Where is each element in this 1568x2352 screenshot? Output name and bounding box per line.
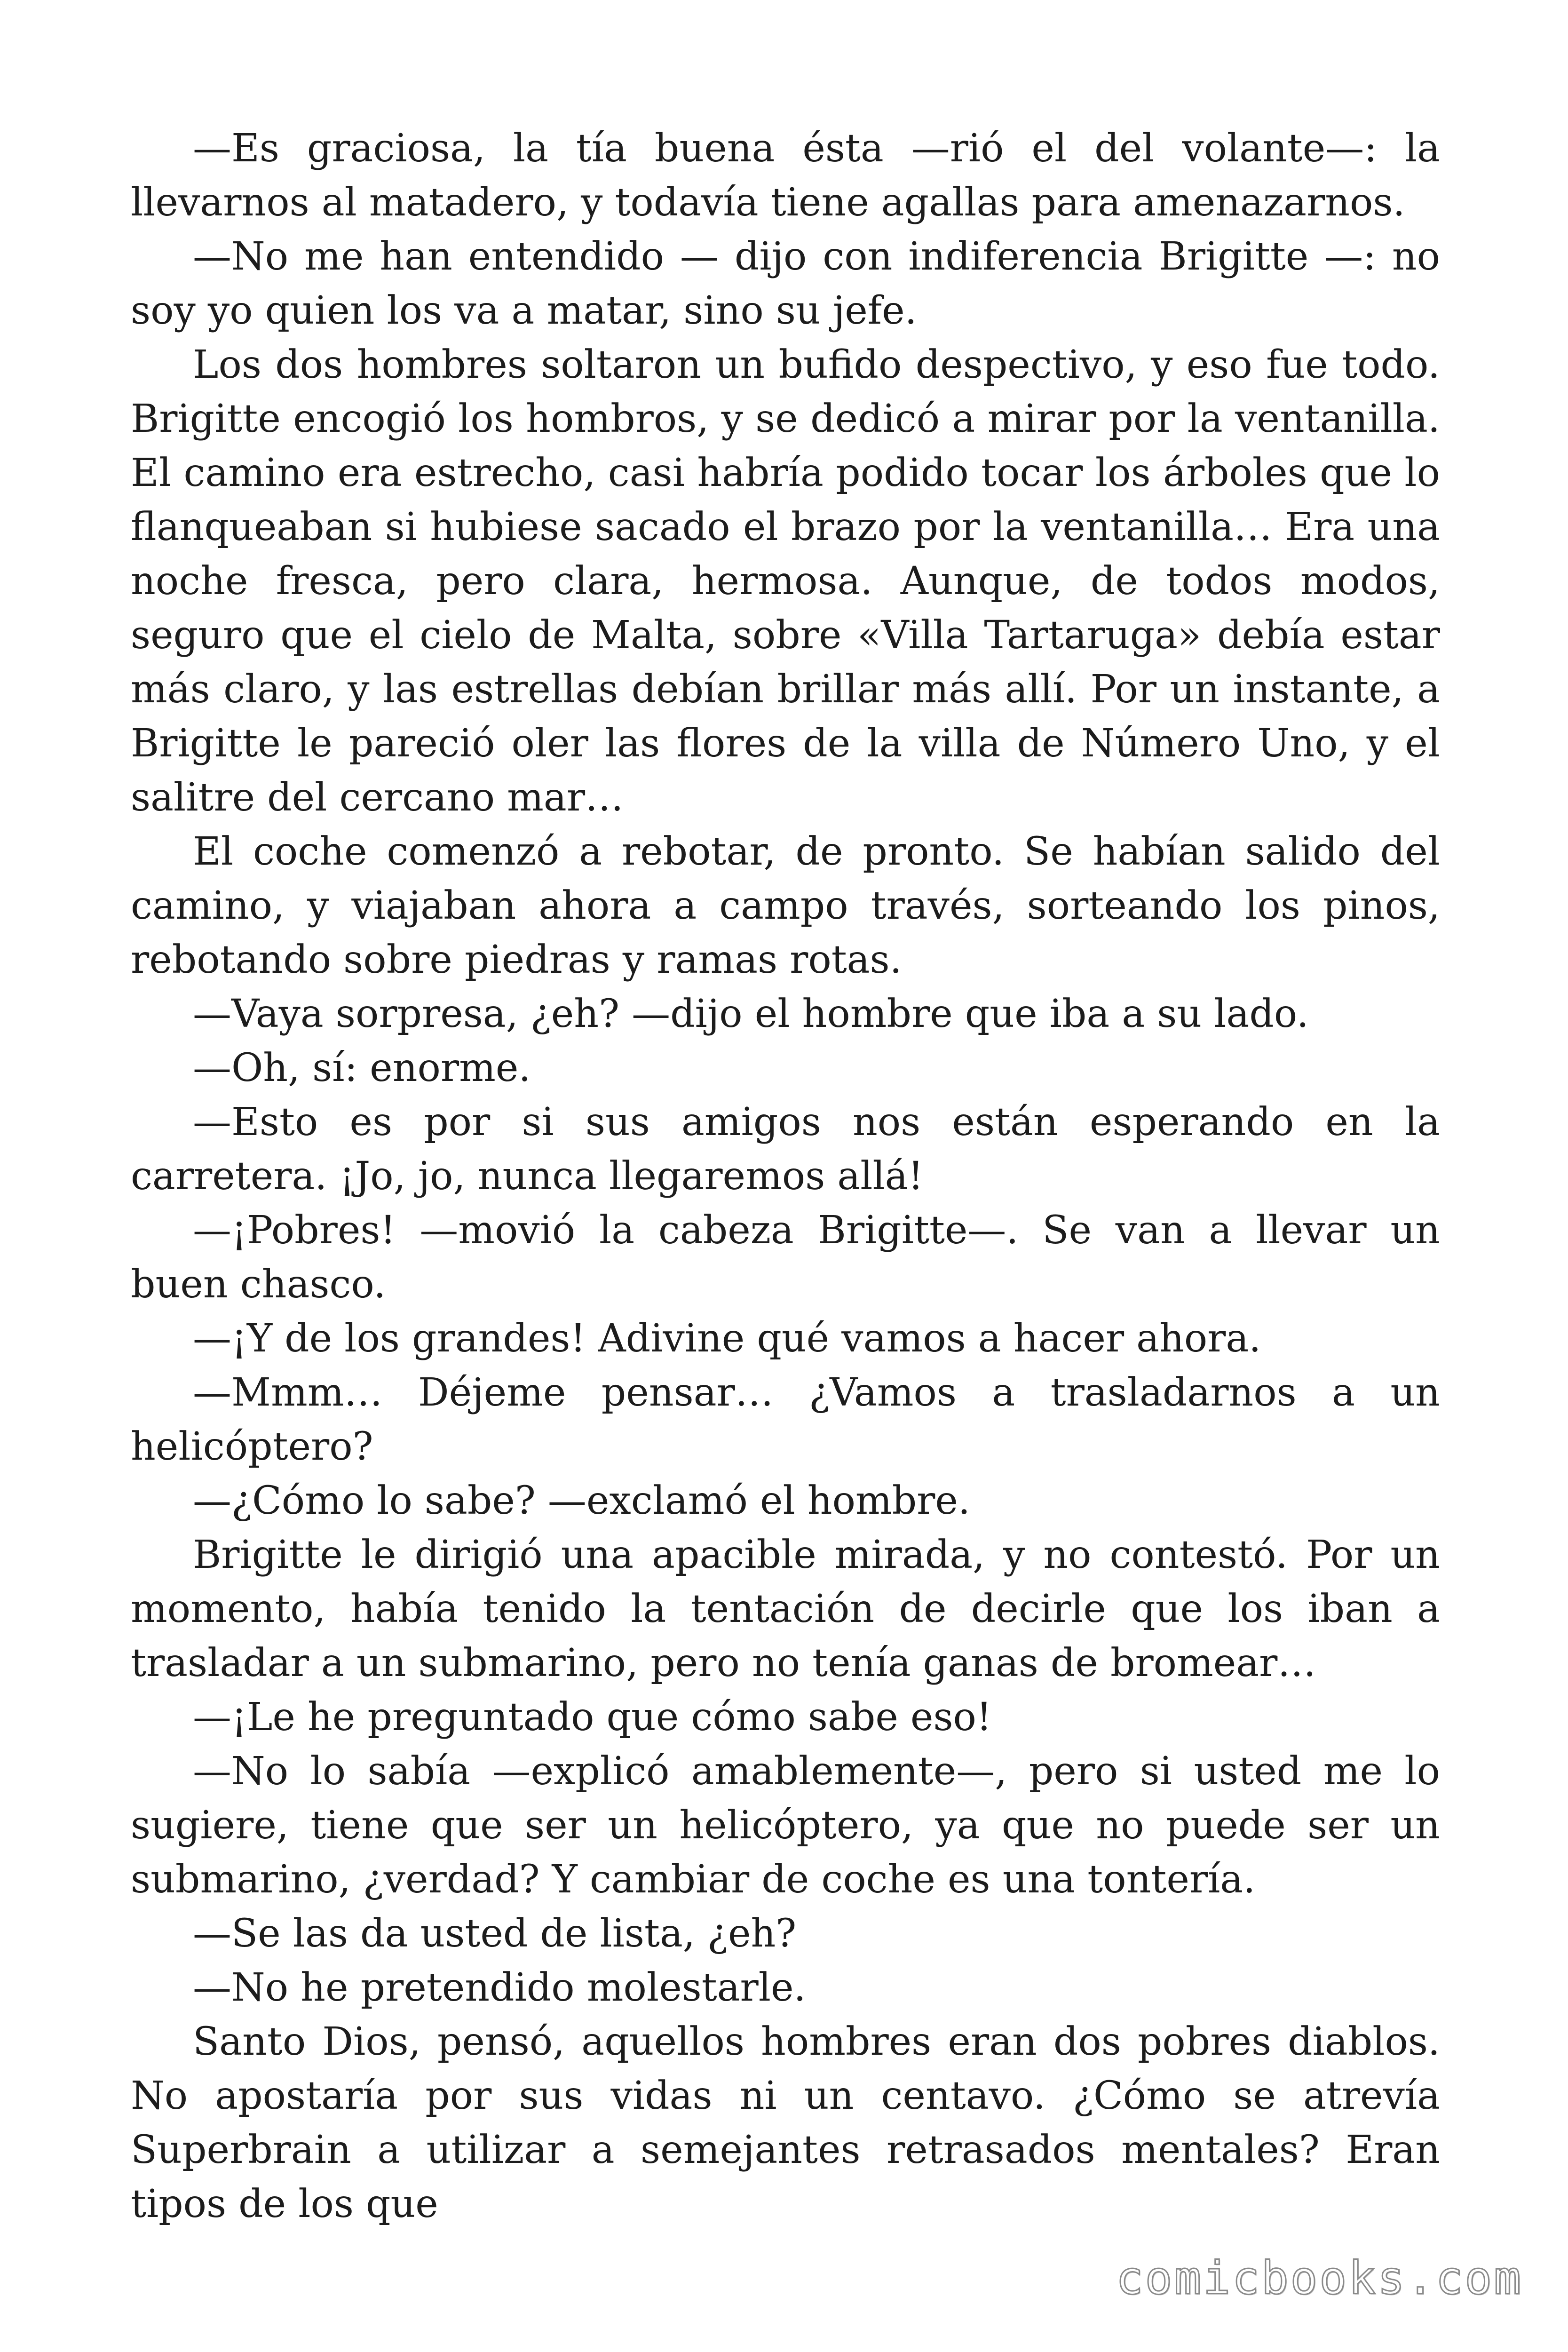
- paragraph: —Mmm… Déjeme pensar… ¿Vamos a trasladarnos a un helicóptero?: [131, 1370, 1440, 1469]
- paragraph: —¡Le he preguntado que cómo sabe eso!: [193, 1695, 992, 1740]
- paragraph: —No he pretendido molestarle.: [193, 1965, 806, 2010]
- paragraph: El coche comenzó a rebotar, de pronto. Se habían salido del camino, y viajaban ahora a campo través, sorteando los pinos, rebotando sobre piedras y ramas rotas.: [131, 829, 1440, 982]
- paragraph: —Oh, sí: enorme.: [193, 1046, 531, 1090]
- paragraph: —¡Pobres! —movió la cabeza Brigitte—. Se van a llevar un buen chasco.: [131, 1208, 1440, 1307]
- paragraph: —Se las da usted de lista, ¿eh?: [193, 1911, 797, 1956]
- paragraph: —Es graciosa, la tía buena ésta —rió el del volante—: la llevarnos al matadero, y todavía tiene agallas para amenazarnos.: [131, 126, 1440, 225]
- paragraph: —No lo sabía —explicó amablemente—, pero si usted me lo sugiere, tiene que ser un helicóptero, ya que no puede ser un submarino, ¿verdad? Y cambiar de coche es una tontería.: [131, 1749, 1440, 1902]
- paragraph: —Esto es por si sus amigos nos están esperando en la carretera. ¡Jo, jo, nunca llegaremos allá!: [131, 1100, 1440, 1199]
- paragraph: Los dos hombres soltaron un bufido despectivo, y eso fue todo. Brigitte encogió los hombros, y se dedicó a mirar por la ventanilla. El camino era estrecho, casi habría podido tocar los árboles que lo flanqueaban si hubiese sacado el brazo por la ventanilla… Era una noche fresca, pero clara, hermosa. Aunque, de todos modos, seguro que el cielo de Malta, sobre «Villa Tartaruga» debía estar más claro, y las estrellas debían brillar más allí. Por un instante, a Brigitte le pareció oler las flores de la villa de Número Uno, y el salitre del cercano mar…: [131, 342, 1440, 820]
- paragraph: Brigitte le dirigió una apacible mirada, y no contestó. Por un momento, había tenido la tentación de decirle que los iban a trasladar a un submarino, pero no tenía ganas de bromear…: [131, 1533, 1440, 1685]
- paragraph: —¿Cómo lo sabe? —exclamó el hombre.: [193, 1478, 970, 1523]
- body-text: [131, 121, 1440, 2231]
- watermark: comicbooks.com: [1116, 2252, 1523, 2304]
- paragraph: —No me han entendido — dijo con indiferencia Brigitte —: no soy yo quien los va a matar, sino su jefe.: [131, 234, 1440, 333]
- paragraph: —¡Y de los grandes! Adivine qué vamos a hacer ahora.: [193, 1316, 1261, 1361]
- paragraph: Santo Dios, pensó, aquellos hombres eran dos pobres diablos. No apostaría por sus vidas ni un centavo. ¿Cómo se atrevía Superbrain a utilizar a semejantes retrasados mentales? Eran tipos de los que: [131, 2019, 1440, 2226]
- paragraph: —Vaya sorpresa, ¿eh? —dijo el hombre que iba a su lado.: [193, 992, 1309, 1036]
